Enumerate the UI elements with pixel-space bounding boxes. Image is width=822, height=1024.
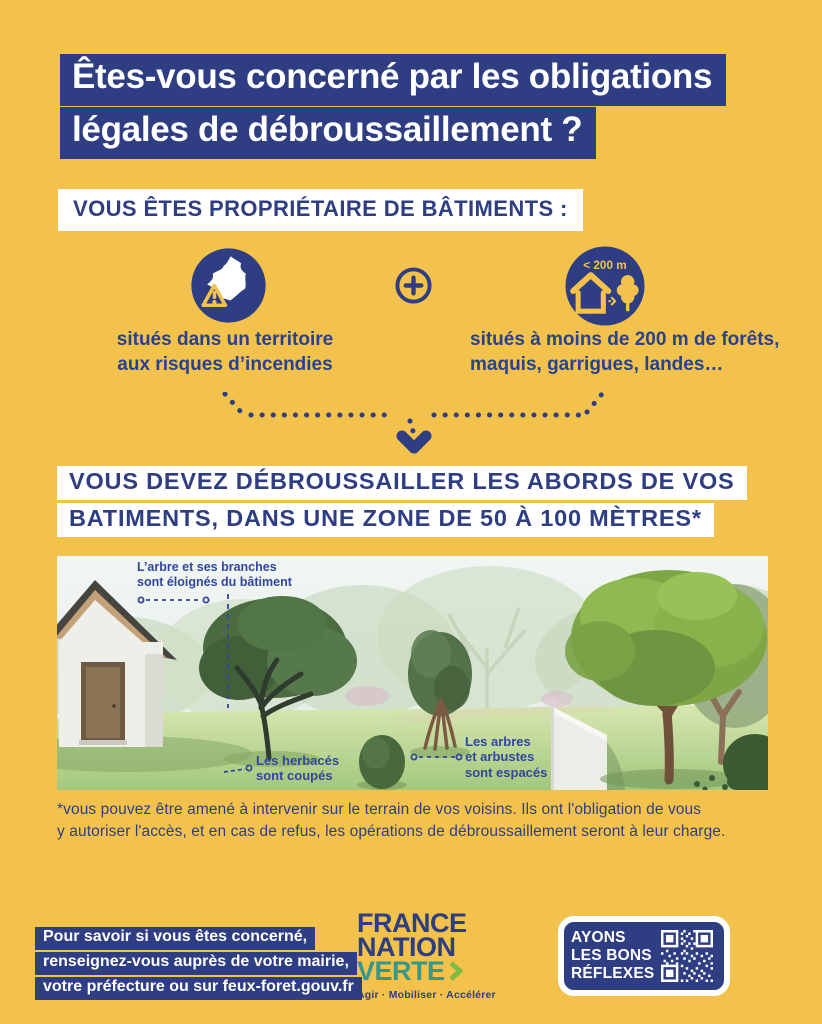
distance-caption-line-1: situés à moins de 200 m de forêts,	[470, 329, 780, 350]
house-distance-icon	[563, 243, 647, 329]
chevron-right-icon	[448, 961, 463, 981]
distance-icon-label: < 200 m	[583, 259, 627, 273]
reflexes-badge	[558, 916, 730, 996]
badge-text	[571, 929, 654, 983]
territory-caption-line-1: situés dans un territoire	[116, 329, 334, 350]
down-arrow-icon	[181, 392, 641, 454]
distance-caption-line-2: maquis, garrigues, landes…	[470, 354, 724, 376]
annotation-shrubs	[465, 734, 547, 780]
logo-word-nation: NATION	[357, 932, 456, 962]
title-line-1: Êtes-vous concerné par les obligations	[60, 54, 726, 106]
owners-heading: VOUS ÊTES PROPRIÉTAIRE DE BÂTIMENTS :	[58, 189, 583, 231]
territory-caption	[96, 327, 354, 377]
france-nation-verte-logo	[357, 908, 496, 1001]
annotation-tree	[137, 560, 292, 590]
footer-info	[35, 927, 362, 1002]
footer-info-line-1: Pour savoir si vous êtes concerné,	[35, 927, 315, 950]
annotation-grass-line-1: Les herbacés	[256, 753, 340, 768]
annotation-grass	[256, 753, 339, 784]
footnote-line-1: *vous pouvez être amené à intervenir sur le terrain de vos voisins. Ils ont l'obligation de vous	[57, 801, 702, 818]
footnote-line-2: y autoriser l'accès, et en cas de refus, les opérations de débroussaillement seront à leur charge.	[57, 823, 726, 841]
annotation-shrubs-line-1: Les arbres	[465, 734, 531, 749]
logo-tagline: Agir · Mobiliser · Accélérer	[357, 989, 496, 1001]
logo-word-france: FRANCE	[357, 908, 467, 938]
annotation-lines	[57, 556, 768, 790]
obligation-heading-line-1: VOUS DEVEZ DÉBROUSSAILLER LES ABORDS DE VOS	[57, 466, 747, 500]
clearing-illustration	[57, 556, 768, 790]
title-line-2: légales de débroussaillement ?	[60, 107, 596, 159]
footnote	[57, 799, 777, 844]
page-title	[60, 54, 726, 160]
obligation-heading	[57, 466, 747, 540]
annotation-grass-line-2: sont coupés	[256, 768, 333, 784]
annotation-shrubs-line-3: sont espacés	[465, 764, 548, 780]
territory-caption-line-2: aux risques d’incendies	[117, 354, 333, 376]
distance-caption	[470, 327, 800, 377]
logo-word-verte-text: VERTE	[357, 956, 445, 986]
annotation-tree-line-1: L’arbre et ses branches	[137, 560, 277, 574]
obligation-heading-line-2: BATIMENTS, DANS UNE ZONE DE 50 À 100 MÈTRES*	[57, 503, 714, 537]
annotation-tree-line-2: sont éloignés du bâtiment	[137, 574, 292, 589]
france-map-warning-icon	[189, 246, 268, 325]
qr-code-icon	[661, 930, 713, 982]
plus-icon	[394, 266, 433, 305]
badge-line-1: AYONS	[571, 929, 626, 947]
footer-info-line-3: votre préfecture ou sur feux-foret.gouv.fr	[35, 977, 362, 1000]
logo-word-verte	[357, 956, 496, 986]
badge-line-2: LES BONS	[571, 947, 652, 965]
annotation-shrubs-line-2: et arbustes	[465, 749, 535, 765]
badge-line-3: RÉFLEXES	[571, 964, 655, 982]
footer-info-line-2: renseignez-vous auprès de votre mairie,	[35, 952, 357, 975]
